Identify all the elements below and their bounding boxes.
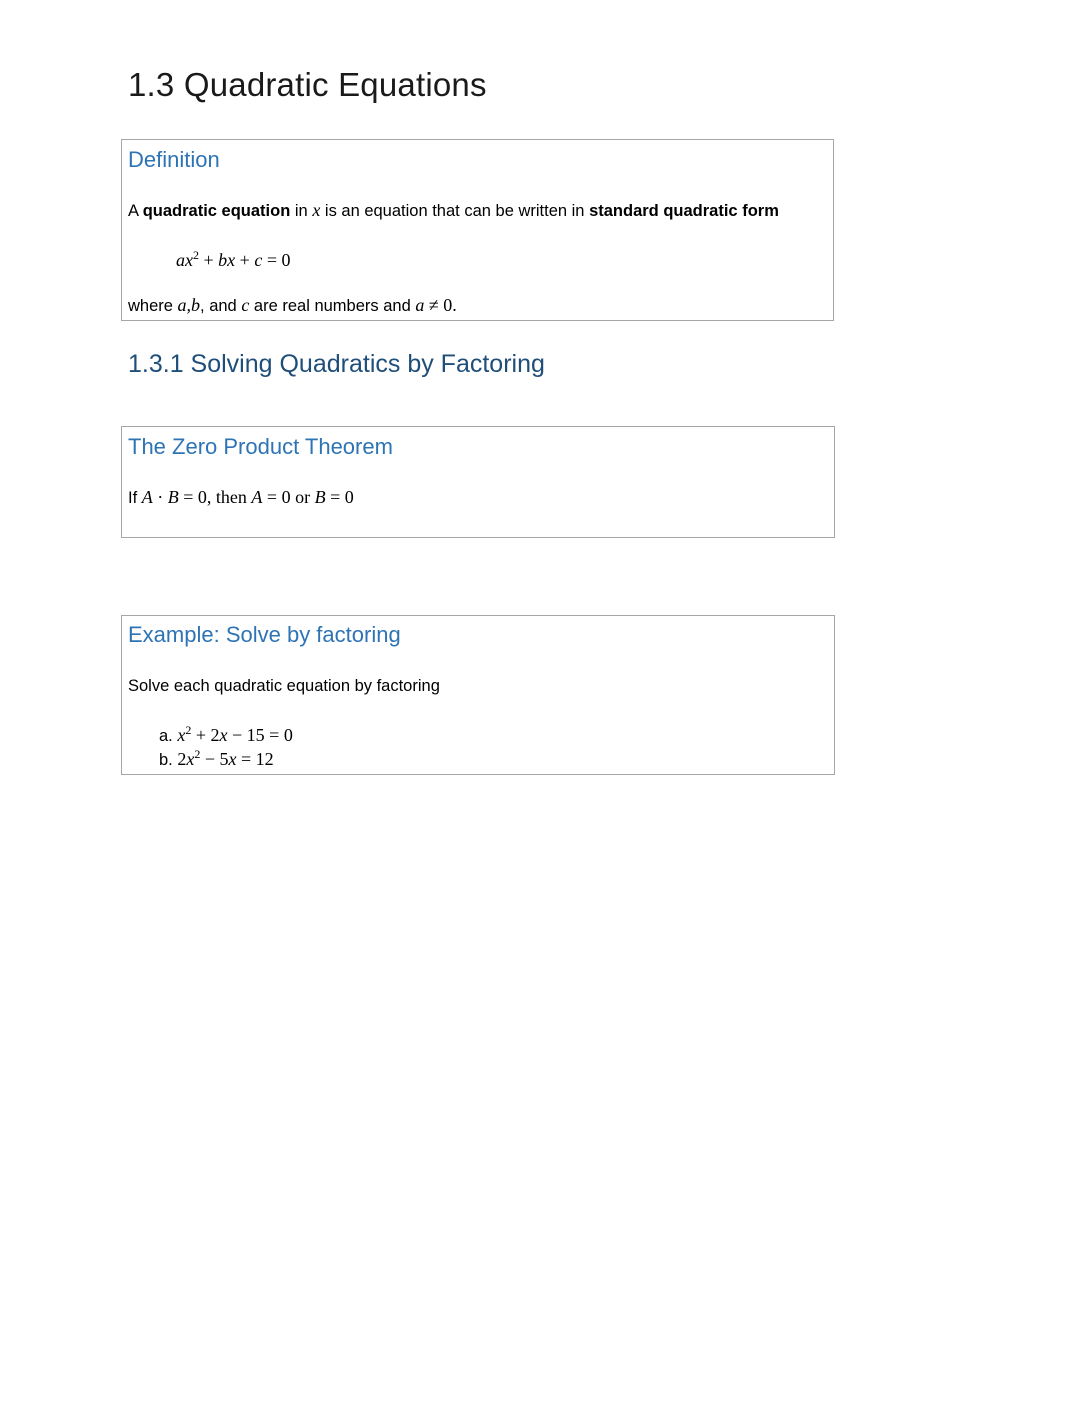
standard-form-formula: $ax^2$ + bx + c = 0 bbox=[176, 248, 291, 270]
definition-sentence: A quadratic equation in x is an equation that can be written in standard quadratic form bbox=[128, 200, 779, 220]
zero-product-box bbox=[121, 426, 835, 538]
example-item-b: b. $2x^2 - 5x = 12$ bbox=[159, 747, 274, 769]
example-title: Example: Solve by factoring bbox=[128, 622, 401, 647]
term-standard-form: standard quadratic form bbox=[589, 202, 779, 220]
definition-title: Definition bbox=[128, 147, 220, 172]
definition-conditions: where a,b, and c are real numbers and a ≠ 0. bbox=[128, 295, 457, 315]
page-title: 1.3 Quadratic Equations bbox=[128, 66, 487, 103]
zero-product-statement: If A · B = 0, then A = 0 or B = 0 bbox=[128, 487, 354, 507]
example-item-a: a. $x^2 + 2x - 15 = 0$ bbox=[159, 723, 293, 745]
definition-box bbox=[121, 139, 834, 321]
example-box bbox=[121, 615, 835, 775]
zero-product-title: The Zero Product Theorem bbox=[128, 434, 393, 459]
term-quadratic-equation: quadratic equation bbox=[142, 202, 291, 220]
example-instruction: Solve each quadratic equation by factoring bbox=[128, 677, 440, 695]
section-heading: 1.3.1 Solving Quadratics by Factoring bbox=[128, 350, 545, 378]
